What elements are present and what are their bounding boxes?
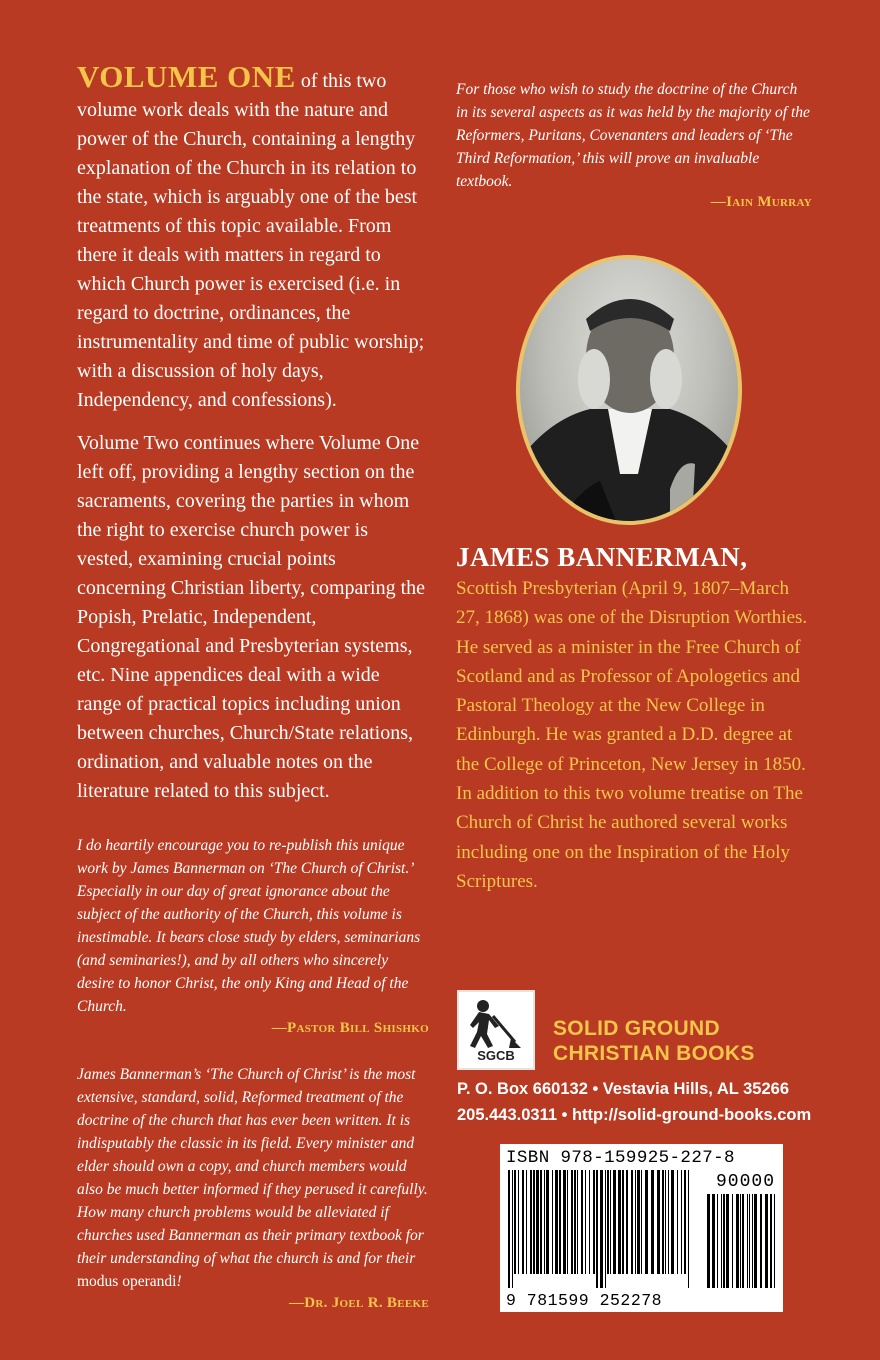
barcode-bar [645,1170,648,1274]
quote-beeke-end: ! [176,1273,182,1290]
barcode-bar [585,1170,586,1274]
barcode-bar [607,1170,609,1274]
barcode-bar [522,1170,524,1274]
publisher-phone-url: 205.443.0311 • http://solid-ground-books.com [457,1106,812,1124]
quote-shishko-text: I do heartily encourage you to re-publish this unique work by James Bannerman on ‘The Church of Christ.’ Especially in our day of great ignorance about the subject of the authority of the Church, this volume is inestimable. It bears close study by elders, seminarians (and seminaries!), and by all others who sincerely desire to honor Christ, the only King and Head of the Church. [77,837,421,1015]
publisher-logo-text: SGCB [477,1048,515,1063]
barcode-bar [518,1170,519,1274]
author-name-text: JAMES BANNERMAN [456,542,741,572]
isbn-label: ISBN 978-159925-227-8 [506,1148,735,1168]
author-portrait [516,255,742,525]
barcode-bar [596,1170,598,1288]
barcode-bar [760,1194,762,1288]
quote-shishko [77,834,429,1037]
barcode-bar [508,1170,510,1288]
volume-one-heading: VOLUME ONE [77,59,296,94]
barcode-bar [668,1170,669,1274]
barcode-bar [533,1170,535,1274]
barcode-bar [530,1170,532,1274]
barcode-bar [526,1170,527,1274]
barcode-bar [665,1170,666,1274]
barcode-bar [671,1170,674,1274]
author-name [456,540,816,574]
publisher-contact [457,1076,811,1128]
barcode-bar [613,1170,616,1274]
barcode-bar [635,1170,636,1274]
barcode-bar [574,1170,576,1274]
barcode-bar [571,1170,573,1274]
barcode-bar [546,1170,549,1274]
barcode-bar [581,1170,583,1274]
publisher-name [553,1016,755,1066]
quote-murray-attribution: —Iain Murray [710,194,812,210]
barcode-bar [747,1194,748,1288]
barcode-bar [567,1170,568,1274]
barcode-bar [622,1170,624,1274]
publisher-name-line1: SOLID GROUND [553,1017,720,1040]
barcode-bar [736,1194,739,1288]
quote-shishko-attribution: —Pastor Bill Shishko [271,1020,429,1036]
barcode-bar [544,1170,545,1274]
barcode-bar [577,1170,578,1274]
barcode-bar [726,1194,729,1288]
barcode-bar [540,1170,542,1274]
barcode-bar [740,1194,741,1288]
portrait-figure [520,259,738,521]
quote-beeke-attribution: —Dr. Joel R. Beeke [288,1295,429,1311]
author-bio [456,540,816,896]
quote-murray-text: For those who wish to study the doctrine of the Church in its several aspects as it was held by the majority of the Reformers, Puritans, Covenanters and leaders of ‘The Third Reformation,’ this will prove an invaluable textbook. [456,81,810,190]
digger-icon [459,994,533,1050]
barcode-bar [651,1170,654,1274]
barcode-bar [631,1170,633,1274]
publisher-name-line2: CHRISTIAN BOOKS [553,1042,755,1065]
barcode-bar [641,1170,642,1274]
barcode-bar [593,1170,595,1274]
barcode-bar [514,1170,516,1274]
barcode-bar [536,1170,539,1274]
barcode-bar [742,1194,744,1288]
barcode-bar [732,1194,733,1288]
publisher-address: P. O. Box 660132 • Vestavia Hills, AL 35266 [457,1080,790,1098]
author-name-comma: , [740,542,748,572]
left-column [77,59,429,1312]
barcode-bar [707,1194,710,1288]
volume-two-description: Volume Two continues where Volume One left off, providing a lengthy section on the sacraments, covering the parties in whom the right to exercise church power is vested, examining crucial points concerning Christian liberty, comparing the Popish, Prelatic, Independent, Congregational and Presbyterian systems, etc. Nine appendices deal with a wide range of practical topics including union between churches, Church/State relations, ordination, and valuable notes on the literature related to this subject. [77,432,426,802]
barcode-bar [512,1170,513,1288]
barcode-bar [765,1194,768,1288]
barcode-bar [752,1194,753,1288]
barcode [500,1144,783,1312]
portrait-photo [520,259,738,521]
barcode-bar [610,1170,611,1274]
barcode-bar [662,1170,664,1274]
barcode-bar [721,1194,722,1288]
barcode-bar [749,1194,750,1288]
barcode-bar [618,1170,621,1274]
barcode-bar [600,1170,603,1288]
barcode-bars-addon [707,1194,775,1288]
barcode-bar [754,1194,757,1288]
volume-one-text: of this two volume work deals with the nature and power of the Church, containing a lengthy explanation of the Church in its relation to the state, which is arguably one of the best treatments of this topic available. From there it deals with matters in regard to which Church power is exercised (i.e. in regard to doctrine, ordinances, the instrumentality and time of public worship; with a discussion of holy days, Independency, and confessions). [77,70,425,411]
author-bio-text: Scottish Presbyterian (April 9, 1807–March 27, 1868) was one of the Disruption Worthies. He served as a minister in the Free Church of Scotland and as Professor of Apologetics and Pastoral Theology at the New College in Edinburgh. He was granted a D.D. degree at the College of Princeton, New Jersey in 1850. In addition to this two volume treatise on The Church of Christ he authored several works including one on the Inspiration of the Holy Scriptures. [456,578,808,892]
barcode-bar [681,1170,682,1274]
quote-beeke [77,1063,429,1312]
barcode-bar [657,1170,660,1274]
right-column [456,78,812,211]
barcode-bar [677,1170,678,1274]
quote-beeke-modus: modus operandi [77,1273,177,1290]
barcode-bar [717,1194,718,1288]
barcode-bar [559,1170,561,1274]
barcode-bar [712,1194,715,1288]
barcode-bar [605,1170,606,1288]
quote-beeke-text [77,1063,429,1293]
barcode-bar [589,1170,590,1274]
barcode-bar [555,1170,558,1274]
barcode-bar [723,1194,725,1288]
volume-one-description [77,59,429,415]
barcode-bar [774,1194,775,1288]
barcode-bar [688,1170,689,1288]
portrait-frame [516,255,742,525]
barcode-bar [770,1194,772,1288]
barcode-bars-main [508,1170,692,1288]
publisher-logo [457,990,535,1070]
barcode-bar [552,1170,553,1274]
quote-beeke-body: James Bannerman’s ‘The Church of Christ’ is the most extensive, standard, solid, Reformed treatment of the doctrine of the church that has ever been written. It is indisputably the classic in its field. Every minister and elder should own a copy, and church members would also be much better informed if they perused it carefully. How many church problems would be alleviated if churches used Bannerman as their primary textbook for their understanding of what the church is and for their [77,1066,428,1267]
barcode-addon-number: 90000 [715,1172,775,1192]
barcode-bar [626,1170,628,1274]
barcode-bar [637,1170,640,1274]
barcode-bar [684,1170,686,1274]
barcode-bar [563,1170,566,1274]
barcode-number: 9 781599 252278 [506,1291,663,1310]
